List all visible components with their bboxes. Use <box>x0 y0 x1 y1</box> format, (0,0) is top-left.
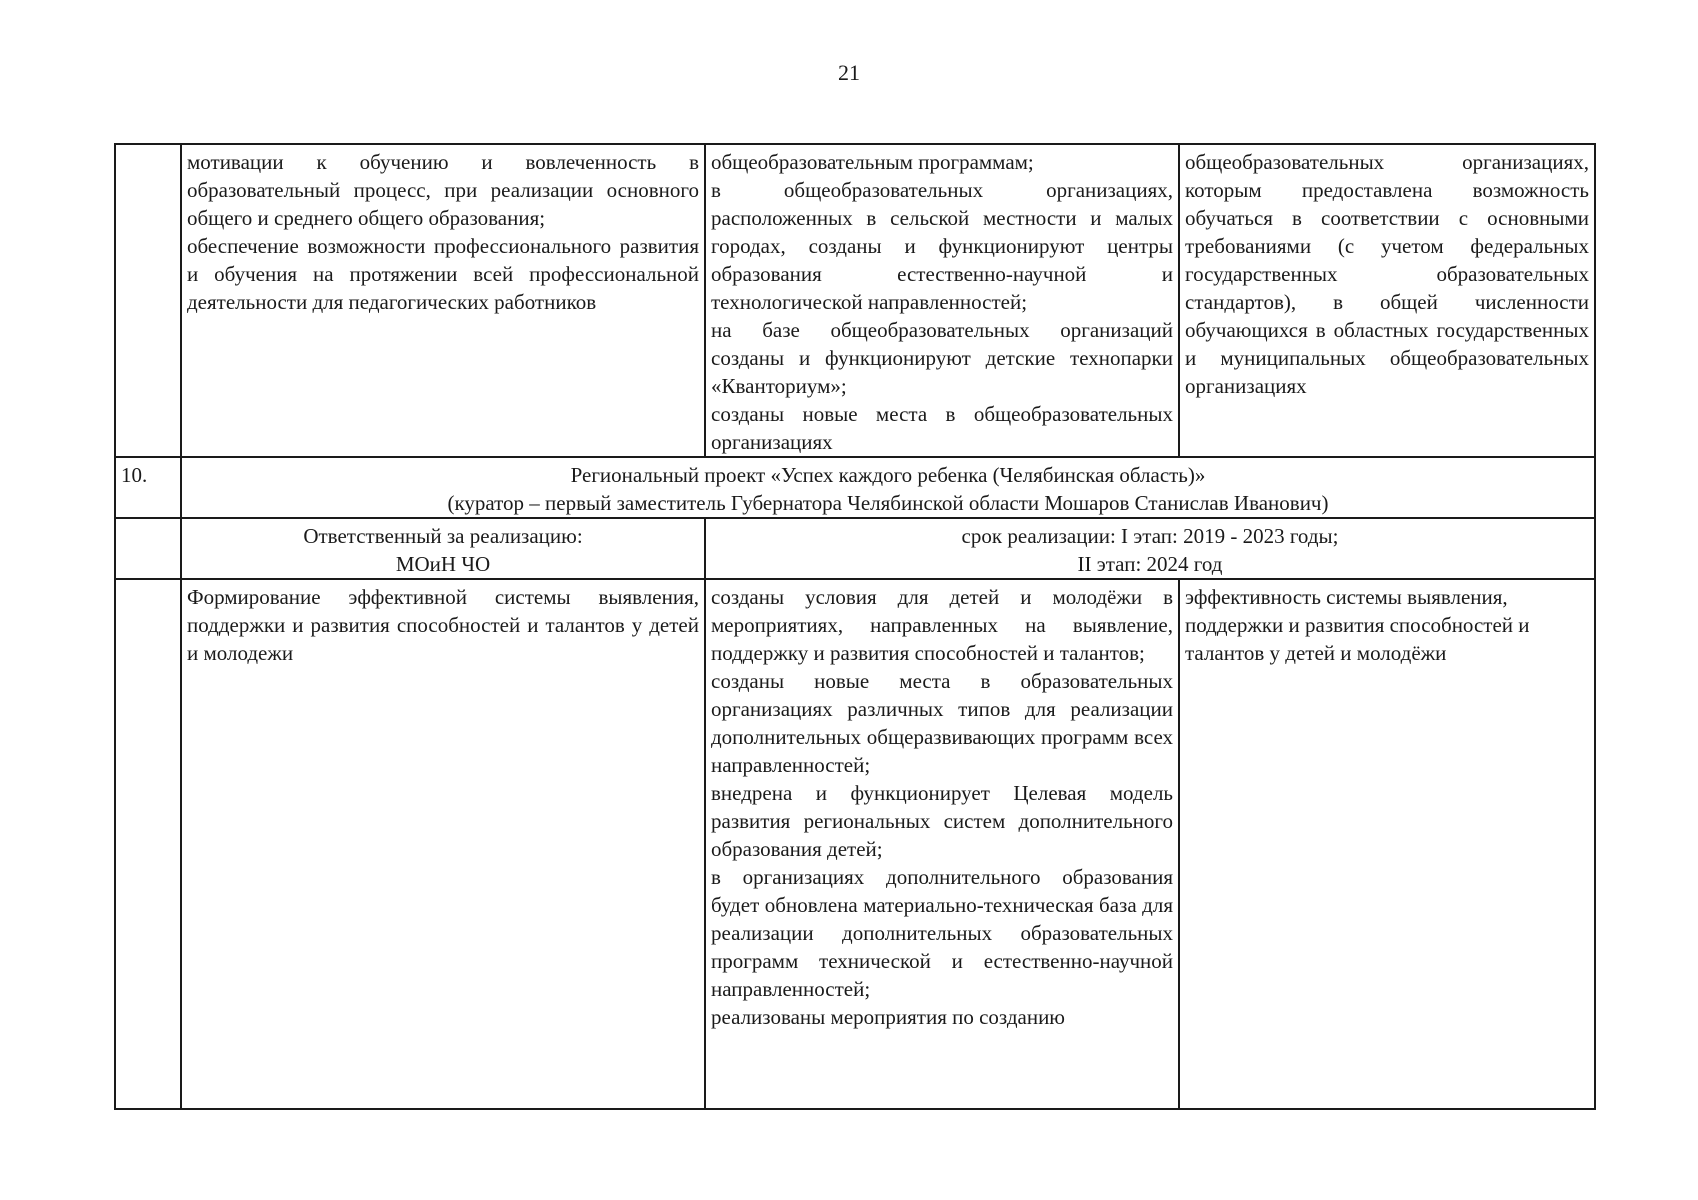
responsible-label: Ответственный за реализацию: <box>303 524 583 548</box>
table-row-continuation <box>115 144 1595 457</box>
period-line-1: срок реализации: I этап: 2019 - 2023 годы; <box>961 524 1339 548</box>
result-paragraph: в организациях дополнительного образования будет обновлена материально-техническая база для реализации дополнительных образовательных программ технической и естественно-научной направленностей; <box>711 865 1173 1001</box>
result-paragraph: созданы условия для детей и молодёжи в мероприятиях, направленных на выявление, поддержку и развития способностей и талантов; <box>711 585 1173 665</box>
results-cell <box>705 579 1179 1109</box>
result-paragraph: созданы новые места в образовательных организациях различных типов для реализации дополнительных общеразвивающих программ всех направленностей; <box>711 669 1173 777</box>
result-paragraph: реализованы мероприятия по созданию <box>711 1005 1065 1029</box>
task-cell <box>181 144 705 457</box>
page-number: 21 <box>838 60 860 85</box>
responsible-value: МОиН ЧО <box>395 552 491 576</box>
period-cell <box>705 518 1595 579</box>
result-paragraph: внедрена и функционирует Целевая модель развития региональных систем дополнительного образования детей; <box>711 781 1173 861</box>
program-table <box>114 143 1596 1110</box>
row-number-cell <box>115 579 181 1109</box>
result-paragraph: общеобразовательным программам; <box>711 150 1034 174</box>
task-paragraph: мотивации к обучению и вовлеченность в образовательный процесс, при реализации основного общего и среднего общего образования; <box>187 150 699 230</box>
indicator-cell <box>1179 579 1595 1109</box>
indicator-paragraph: эффективность системы выявления, поддержки и развития способностей и талантов у детей и молодёжи <box>1185 585 1530 665</box>
task-paragraph: обеспечение возможности профессионального развития и обучения на протяжении всей профессиональной деятельности для педагогических работников <box>187 234 699 314</box>
project-title: Региональный проект «Успех каждого ребенка (Челябинская область)» <box>570 463 1206 487</box>
result-paragraph: созданы новые места в общеобразовательных организациях <box>711 402 1173 454</box>
result-paragraph: на базе общеобразовательных организаций созданы и функционируют детские технопарки «Кванториум»; <box>711 318 1173 398</box>
project-title-row <box>115 457 1595 518</box>
responsible-row <box>115 518 1595 579</box>
result-paragraph: в общеобразовательных организациях, расположенных в сельской местности и малых городах, созданы и функционируют центры образования естественно-научной и технологической направленностей; <box>711 178 1173 314</box>
results-cell <box>705 144 1179 457</box>
responsible-cell <box>181 518 705 579</box>
empty-number-cell <box>115 518 181 579</box>
task-paragraph: Формирование эффективной системы выявления, поддержки и развития способностей и талантов у детей и молодежи <box>187 585 699 665</box>
project-number: 10. <box>115 457 181 518</box>
row-number-cell <box>115 144 181 457</box>
project-title-cell <box>181 457 1595 518</box>
task-row <box>115 579 1595 1109</box>
indicator-cell <box>1179 144 1595 457</box>
task-cell <box>181 579 705 1109</box>
project-curator: (куратор – первый заместитель Губернатора Челябинской области Мошаров Станислав Иванович) <box>447 491 1329 515</box>
indicator-paragraph: общеобразовательных организациях, которым предоставлена возможность обучаться в соответствии с основными требованиями (с учетом федеральных государственных образовательных стандартов), в общей численности обучающихся в областных государственных и муниципальных общеобразовательных организациях <box>1185 150 1589 398</box>
period-line-2: II этап: 2024 год <box>1077 552 1223 576</box>
